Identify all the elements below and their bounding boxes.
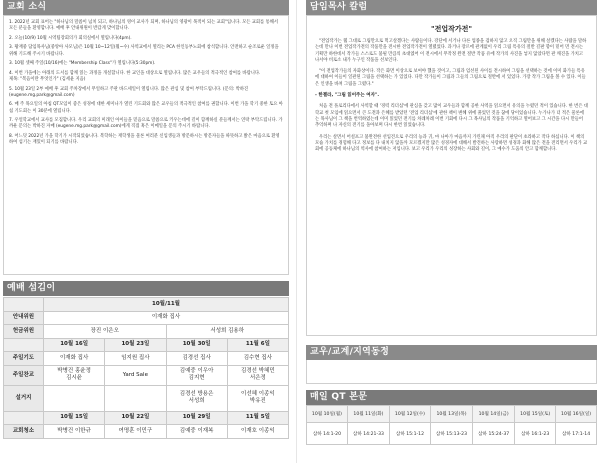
guide-value: 이재화 집사 — [44, 311, 289, 325]
column-title: "전업작가전" — [430, 25, 473, 33]
news-list — [3, 15, 289, 275]
qt-reading-cell: 삼하 14:1-20 — [307, 423, 348, 445]
news-item: 1. 2022년 교회 표어는 "하나님의 말씀이 넘치 되고, 하나님의 영이 교사가 되며, 하나님의 영광이 목적이 되는 교회"입니다. 모든 교회를 통해서 모든 분들을 환영합니다. 예배 후 안내위원이 반갑게 맞이합니다. — [9, 20, 279, 32]
community-box — [306, 360, 597, 384]
news-item: 7. 우얼학교에서 교사를 모집합니다. 우리 교회의 미래인 아이들을 믿음으로 말씀으로 키우는데에 길이 함께하실 분들께서는 연락 부탁드립니다. 가까운 문의는 박하진 자매 (eugene.mg.park@gmail.com)에게 직접 혹은 이메일을 문의 주시기 바랍니다. — [9, 118, 283, 130]
date-cell: 10월 22일 — [105, 411, 166, 425]
clean-cell: 박병건 이한규 — [44, 425, 105, 439]
serve-corner-cell — [4, 338, 44, 352]
qt-section-header: 매일 QT 본문 — [306, 390, 597, 405]
qt-reading-cell: 삼하 14:21-33 — [347, 423, 389, 445]
prayer-cell: 이재화 집사 — [44, 352, 105, 366]
lead-cell: 박병건 홍윤정 김시윤 — [44, 365, 105, 385]
date-cell: 10월 30일 — [166, 338, 227, 352]
column-paragraph: 처음 전 플로리다에서 사역할 때 '경력 리더십'에 관심을 갖고 많이 교우들과 함께 공한 사역을 읽으면서 유의을 누렸던 적이 있습니다. 한 번은 대학교 첫 모임에 읽으면서 큰 도전과 은혜를 받았던 '전업 리더십'에 관한 책이 변혜 위에 풀었던 것을 꿈에 당이었습니다. 누가나가 더 적은 물론에는 목사님이 그 책을 번역하였는데 이미 읽었던 전기를 차례차례 이번 기회에 다시 그 목사님의 작품을 기억하고 열어보고 그 시간을 다시 만들어 추억하며 나 자신의 전기를 돌아보며 다시 한번 읽었습니다. — [315, 104, 589, 129]
serve-table — [3, 297, 289, 439]
qt-date-cell: 10월 12일(수) — [390, 406, 431, 423]
table-row — [4, 425, 289, 439]
news-item: 8. 어느덧 2022년 가을 학기가 시작되었습니다. 복학하는 재학생을 물론 여러분 신입생들과 방문하시는 방문자들을 따뜻하고 밝은 마음으로 환영하여 섬기는 재밌이 되기를 바랍니다. — [9, 133, 280, 146]
row-label-dish: 설거지 — [4, 385, 44, 411]
row-label-prayer: 주일기도 — [4, 352, 44, 366]
date-cell: 10월 29일 — [166, 411, 227, 425]
news-item: 5. 10월 23일 2부 예배 후 교회 주차장에서 무얼하고 주관 바드세일이 열립니다. 많은 관심 및 참여 부탁드립니다. (문의: 박하진 (eugene.mg.park@gmail.com) — [9, 86, 249, 98]
table-row — [307, 406, 597, 423]
table-row — [4, 411, 289, 425]
serve-corner-cell — [4, 411, 44, 425]
dish-cell — [105, 385, 166, 411]
dish-cell: 김경선 방용은 서성희 — [166, 385, 227, 411]
date-cell: 11월 5일 — [227, 411, 288, 425]
qt-date-cell: 10월 14일(금) — [473, 406, 515, 423]
prayer-cell: 김수현 집사 — [227, 352, 288, 366]
lead-cell: Yard Sale — [105, 365, 166, 385]
serve-month-header: 10월/11월 — [44, 298, 289, 312]
serve-section-header: 예배 섬김이 — [3, 281, 289, 296]
dish-cell: 이선혜 이종익 박유진 — [227, 385, 288, 411]
row-label-lead: 주일찬교 — [4, 365, 44, 385]
column-paragraph: "이 전업작가들의 자화상이다. 작은 화면 이상으로 보여야 했을 것이고, 그림과 엄선된 사이를 전시하여 그림을 선택하는 것에 이미 화가들 특유에 대하여 이들이 일관된 그림을 선택하는 가 있었다. 다만 작가들이 그림과 그들의 그림으로 절반에 서 있었다. 가장 작가 그림을 볼 수 있다. 이들은 인생을 바쳐 그림을 그렸다." — [315, 69, 586, 87]
table-row — [307, 423, 597, 445]
table-row — [4, 352, 289, 366]
qt-date-cell: 10월 16일(일) — [556, 406, 597, 423]
serve-month-row — [4, 298, 289, 312]
news-section-header: 교회 소식 — [3, 0, 289, 15]
news-item: 3. 황재중 담임목사님(중앙아 사모님)은 10월 10~12일(월~수) 사역교에서 열리는 PCA 한인동부노회에 참석합니다. 안전하고 순조로운 일정을 위해 기도해 주시기 바랍니다. — [9, 45, 279, 57]
news-item: 3. 10월 셋째 주일(10/16)에는 "Membership Class"가 열립니다(5:30pm). — [9, 61, 156, 67]
prayer-cell: 임지원 집사 — [105, 352, 166, 366]
date-cell: 11월 6일 — [227, 338, 288, 352]
dish-cell — [44, 385, 105, 411]
qt-reading-cell: 삼하 15:13-23 — [430, 423, 472, 445]
row-label-guide: 안내위원 — [4, 311, 44, 325]
offering-value: 서성희 김용하 — [166, 325, 289, 339]
news-item: 2. 오늘(10/9) 10월 시역팀장회의가 회의실에서 열립니다(4pm). — [9, 35, 132, 41]
qt-reading-cell: 삼하 15:1-12 — [390, 423, 431, 445]
table-row — [4, 385, 289, 411]
qt-reading-cell: 삼하 15:24-37 — [473, 423, 515, 445]
prayer-cell: 김경선 집사 — [166, 352, 227, 366]
column-paragraph: 우리는 살면서 어설프고 불완전한 선입견으로 우리의 능과 귀, 마 나아가 마음까지 가린채 아직 우리의 판단이 초라하고 작다 하십니다. 이 책의 모습 가치를 경험해 다고 정보를 다 내치지 않을까 모르겠지만 많은 성경자에 대해서 발견하는 사랑하면 성경과 화해 많은 전을 전리면서 우리가 교회에 공동체에 하나님의 역사에 참여하는 저입니다. 보고 우리가 우리의 성장하는 사회와 길이, 그 예수가 도움의 안고 함께합니다. — [315, 134, 588, 153]
pastor-section-header: 담임목사 칼럼 — [306, 0, 597, 15]
qt-date-cell: 10월 15일(토) — [515, 406, 556, 423]
column-divider — [296, 0, 297, 463]
table-row — [4, 311, 289, 325]
lead-cell: 김예중 이우아 김지현 — [166, 365, 227, 385]
news-item: 4. 이번 가을에는 아래의 도서를 함께 읽는 과정을 개설합니다. 한 교인을 대상으로 열립니다. 많은 교우들의 적극적인 참여를 바랍니다. 제목: "복음이란 무엇인가" (김세윤 지음) — [9, 70, 261, 82]
qt-reading-cell: 삼하 16:1-23 — [515, 423, 556, 445]
news-item: 6. 매 주 목요일의 아침 QT모임이 좋은 성경에 대한 세미나가 열린 기도회와 많은 교우들의 적극적인 참여를 권합니다. 이번 가을 학기 중한 토요 아침 기도회는 이 30분에 열립니다. — [9, 102, 283, 114]
clean-cell: 김예중 이재복 — [166, 425, 227, 439]
clean-cell: 이재호 이종익 — [227, 425, 288, 439]
qt-table — [306, 405, 597, 445]
table-row — [4, 365, 289, 385]
column-paragraph: "전업작가는 웹 그대로 그림만으로 먹고살겠다는 사람들이다. 강단에 서거나 다른 업종을 겸하지 않고 오직 그림만을 위해 살겠다는 사람을 말하는데 만나 이번 전업작가전의 작품만을 전시한 전업작가전이 열렸었다. 과거나 장르에 관계없이 우리 그림 특유의 절반 길판 향이 밑어 먼 전시는 기획만 하한데서 작가들 스스로도 불필 만큼의 초대였어 이 전시에서 무작정 완전 절반 작품 유에 작가의 사진을 넣지 않았다면 관 깨진을 가치고 나서야 비로소 내가 누구인 작품을 선보인다. — [315, 39, 587, 63]
table-row — [4, 325, 289, 339]
serve-corner-cell — [4, 298, 44, 312]
table-row — [4, 338, 289, 352]
date-cell: 10월 23일 — [105, 338, 166, 352]
row-label-offering: 헌금위원 — [4, 325, 44, 339]
date-cell: 10월 16일 — [44, 338, 105, 352]
date-cell: 10월 15일 — [44, 411, 105, 425]
qt-date-cell: 10월 13일(목) — [430, 406, 472, 423]
pastor-column — [306, 15, 597, 336]
qt-date-cell: 10월 11일(화) — [347, 406, 389, 423]
qt-reading-cell: 삼하 17:1-14 — [556, 423, 597, 445]
qt-date-cell: 10월 10일(월) — [307, 406, 348, 423]
offering-value: 장진 이은오 — [44, 325, 167, 339]
community-section-header: 교우/교계/지역동정 — [306, 345, 597, 360]
column-reference: - 한젤라, "그림 읽어주는 여자". — [315, 93, 380, 99]
row-label-clean: 교회청소 — [4, 425, 44, 439]
clean-cell: 여명훈 이민구 — [105, 425, 166, 439]
lead-cell: 김경선 박혜민 서은정 — [227, 365, 288, 385]
